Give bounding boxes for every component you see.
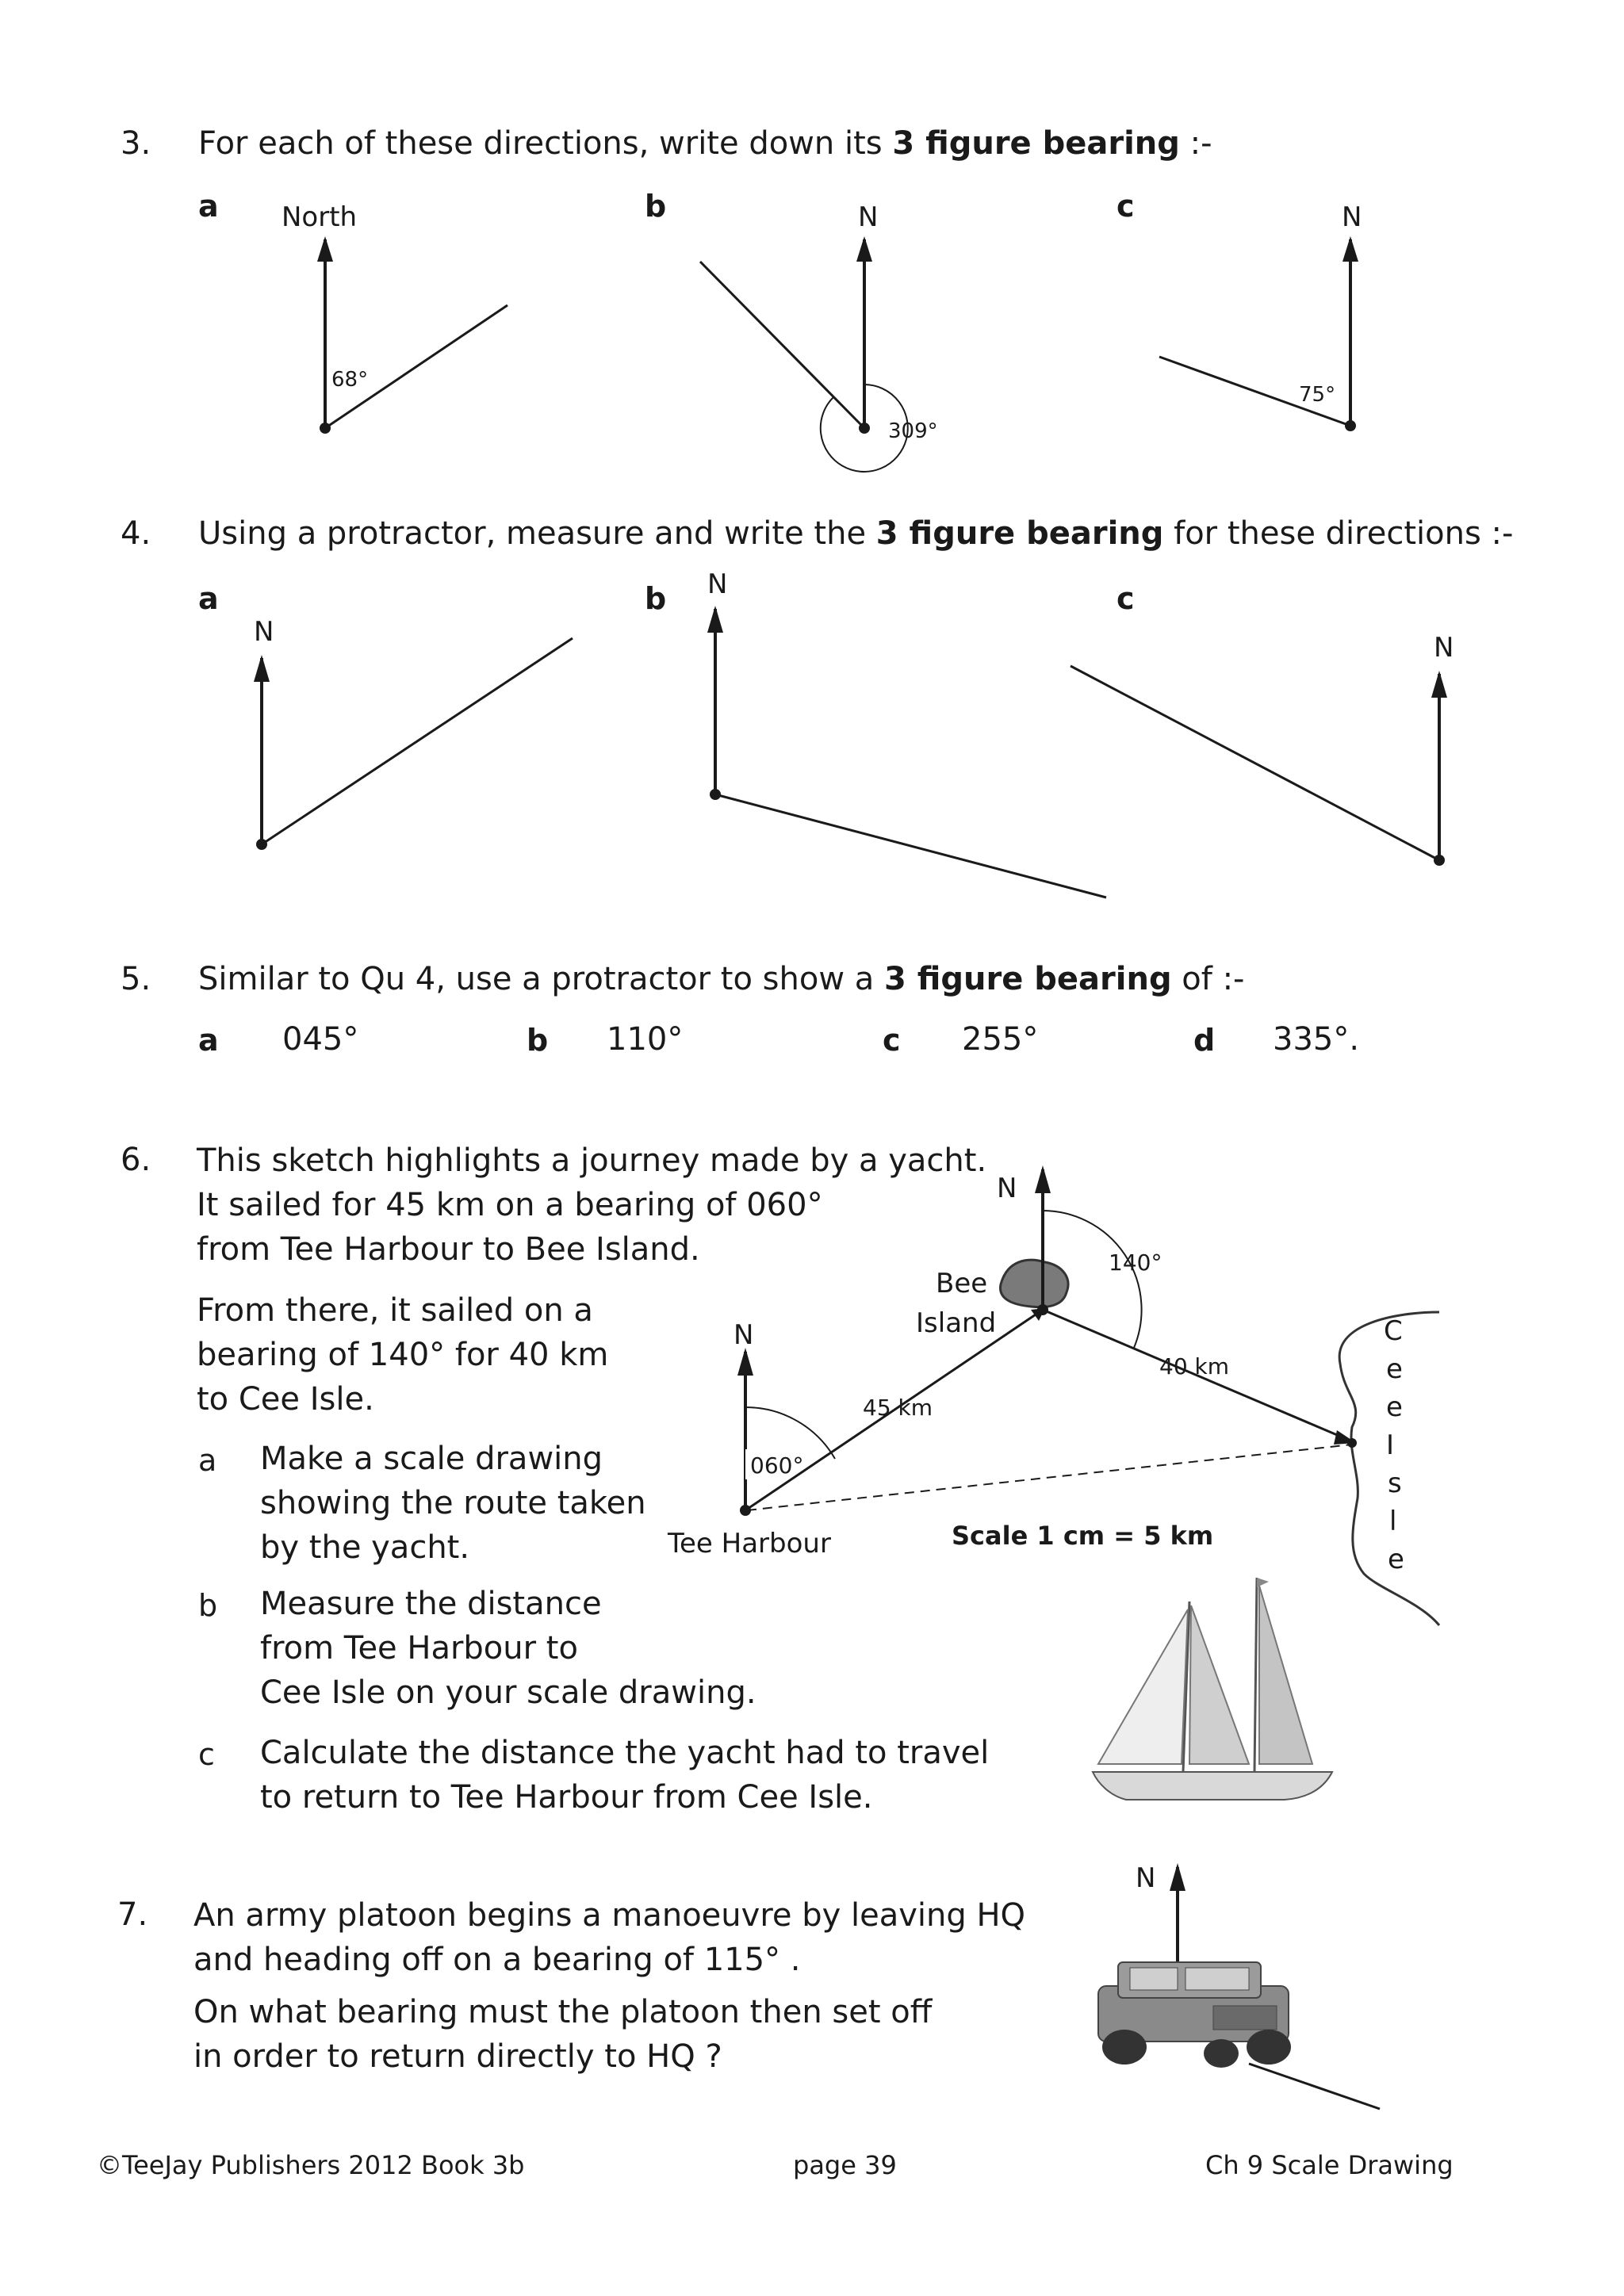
cee-isle-letter: I (1386, 1429, 1395, 1461)
q5d-label: d (1193, 1023, 1216, 1058)
jeep-illustration (1098, 1962, 1291, 2068)
q6-second-line: From there, it sailed on a (197, 1292, 593, 1329)
q3c-north-label: N (1342, 201, 1362, 233)
q4-text-after: for these directions :- (1163, 515, 1514, 552)
q6-angle-140: 140° (1109, 1249, 1162, 1276)
q7-line: An army platoon begins a manoeuvre by leaving HQ (193, 1897, 1026, 1934)
q7-number: 7. (117, 1896, 148, 1933)
q5-text-after: of :- (1171, 961, 1245, 997)
q3-text-before: For each of these directions, write down its (198, 125, 893, 162)
q6c-line: Calculate the distance the yacht had to travel (260, 1735, 990, 1771)
q5b-value: 110° (607, 1021, 684, 1058)
cee-isle-letter: l (1389, 1506, 1397, 1537)
cee-isle-letter: e (1386, 1391, 1403, 1423)
north-arrow-head (1170, 1863, 1185, 1891)
q5c-value: 255° (962, 1021, 1039, 1058)
q6-tee-harbour: Tee Harbour (668, 1528, 831, 1559)
q6-island: Island (916, 1307, 997, 1339)
q6b-line: Cee Isle on your scale drawing. (260, 1674, 756, 1711)
q3c-label: c (1116, 189, 1135, 224)
q6c-line: to return to Tee Harbour from Cee Isle. (260, 1779, 873, 1816)
q6c-label: c (198, 1737, 215, 1772)
q6-intro-line: It sailed for 45 km on a bearing of 060° (197, 1187, 823, 1223)
q3a-angle-label: 68° (331, 368, 369, 392)
q6a-line: Make a scale drawing (260, 1441, 603, 1477)
q7-line: and heading off on a bearing of 115° . (193, 1942, 801, 1978)
q5c-label: c (883, 1023, 901, 1058)
q6-second-line: to Cee Isle. (197, 1381, 374, 1418)
q7-line: in order to return directly to HQ ? (193, 2038, 722, 2075)
jeep-wheel (1204, 2039, 1239, 2068)
q3a-north-label: North (282, 201, 358, 233)
q6-dist-45: 45 km (863, 1395, 933, 1421)
q6-bee: Bee (936, 1268, 988, 1299)
cee-isle-letter: e (1386, 1353, 1403, 1385)
jeep-window (1185, 1968, 1249, 1990)
q6-dist-40: 40 km (1159, 1353, 1230, 1380)
q7-line: On what bearing must the platoon then set off (193, 1994, 933, 2030)
q6-number: 6. (121, 1142, 151, 1178)
q6-north-right: N (997, 1173, 1017, 1204)
q6b-line: from Tee Harbour to (260, 1630, 578, 1667)
jeep-window (1130, 1968, 1178, 1990)
q3-text-bold: 3 figure bearing (892, 125, 1180, 162)
q5-number: 5. (121, 961, 151, 997)
q4-text-before: Using a protractor, measure and write the (198, 515, 876, 552)
q5a-value: 045° (282, 1021, 359, 1058)
jeep-wheel (1247, 2030, 1291, 2064)
q6-intro-line: from Tee Harbour to Bee Island. (197, 1231, 700, 1268)
q3-text-after: :- (1179, 125, 1212, 162)
q6-angle-060: 060° (750, 1452, 804, 1479)
q3b-label: b (645, 189, 667, 224)
q5d-value: 335°. (1273, 1021, 1360, 1058)
jeep-grille (1213, 2006, 1277, 2030)
q6a-label: a (198, 1443, 217, 1478)
q3a-label: a (198, 189, 219, 224)
footer-page-number: page 39 (793, 2150, 897, 2180)
cee-isle-letter: s (1388, 1468, 1402, 1499)
q6-scale: Scale 1 cm = 5 km (952, 1521, 1214, 1551)
q4c-label: c (1116, 581, 1135, 616)
q4a-label: a (198, 581, 219, 616)
q6-second-line: bearing of 140° for 40 km (197, 1337, 609, 1373)
q6b-label: b (198, 1588, 218, 1623)
q5-text-before: Similar to Qu 4, use a protractor to show a (198, 961, 884, 997)
q6-north-left: N (733, 1319, 754, 1351)
q4a-north-label: N (254, 616, 274, 648)
q3-number: 3. (121, 125, 151, 162)
q5-text-bold: 3 figure bearing (883, 961, 1172, 997)
footer-chapter: Ch 9 Scale Drawing (1205, 2150, 1454, 2180)
q3b-north-label: N (858, 201, 879, 233)
q7-north-label: N (1136, 1862, 1156, 1894)
q6-intro-line: This sketch highlights a journey made by a yacht. (197, 1142, 987, 1179)
q4c-north-label: N (1434, 632, 1454, 664)
q5b-label: b (527, 1023, 549, 1058)
q6b-line: Measure the distance (260, 1586, 602, 1622)
q3c-angle-label: 75° (1299, 383, 1336, 407)
q4-text-bold: 3 figure bearing (875, 515, 1164, 552)
cee-isle-letter: e (1388, 1544, 1404, 1575)
q4b-north-label: N (707, 568, 728, 600)
bearing-line-115 (1249, 2064, 1380, 2109)
q6a-line: showing the route taken (260, 1485, 646, 1521)
q4b-label: b (645, 581, 667, 616)
footer-copyright: ©TeeJay Publishers 2012 Book 3b (97, 2150, 525, 2180)
q4-number: 4. (121, 515, 151, 552)
q5a-label: a (198, 1023, 219, 1058)
q6a-line: by the yacht. (260, 1529, 470, 1566)
cee-isle-letter: C (1384, 1315, 1403, 1347)
q3b-angle-label: 309° (888, 419, 938, 443)
jeep-wheel (1102, 2030, 1147, 2064)
